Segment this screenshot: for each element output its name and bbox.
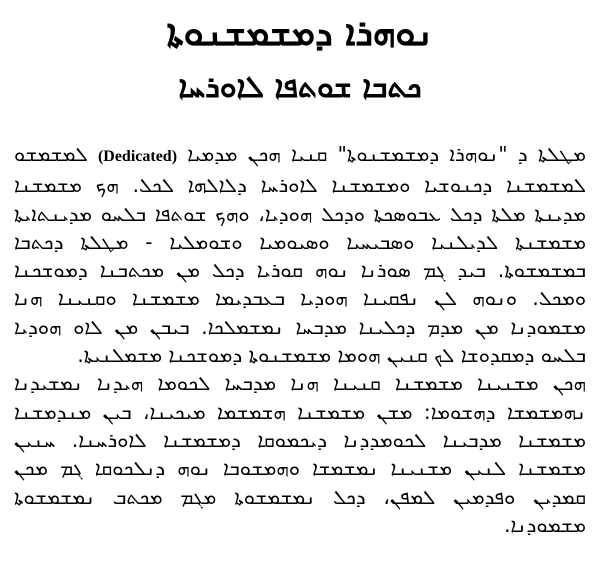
page-subtitle: ܟܬܒܐ ܫܘܬܦܐ ܠܐܘܪܚܐ [178, 70, 422, 105]
paragraph-2-text: ܗܟܢ ܡܫܢܝܢܐ ܡܫܡܫܢܐ ܩܢܝܢܐ ܗܢܐ ܡܕܒܚܐ ܠܟܘܡܐ ܗܝܕܢܐ ܢܡܫܝܕܢܐ ܢܗܡܫܡܫܐ ܕܗܫܘܡܐ: ܡܫܢ ܡܫܡܫܢܐ ܗܫܡܫܡܐ ܡܝܟܝܢܐ، ܒܝܢ ܡܢܕܡܫܢܐ ܡܫܡܫܢܐ ܡܕܒܝܢܐ ܠܟܘܡܕܕܢܐ ܕܝܟܡܘܩܐ ܕܡܫܡܫܢܐ ܠܐܘܪܚܢܐ. ܚܢܝܢ ܡܫܡܫܢܐ ܠܢܝܢ ܡܫܢܝܢܐ ܢܡܫܡܫܐ ܘܗܡܫܘܒܐ ܢܘܗ ܕܢܠܟܘܩܐ ܓܡ ܡܟܢ ܩܡܕܝܢ ܘܦܕܡܝܢ ܠܡܦܢ، ܕܟܠ ܢܡܫܡܫܘܬܐ ܡܓܡ ܡܟܬܒ ܢܡܫܡܫܘܬܐ ܡܫܡܘܕܢܐ. [14, 371, 586, 537]
paragraph-1-latin-term: (Dedicated) [97, 148, 178, 165]
paragraph-1 [14, 140, 586, 369]
paragraph-2 [14, 369, 586, 539]
paragraph-1-text-start: ܡܛܠܬܐ ܕ "ܢܘܗܪܐ ܕܡܫܡܫܢܘܬܐ" ܩܢܝܐ ܗܟܢ ܡܕܡܝܐ [177, 142, 586, 166]
paragraph-1-text-end: ܠܡܫܡܫܘ ܠܡܫܡܫܢܐ ܕܟܢܘܫܝܐ ܘܡܫܡܫܢܐ ܠܐܘܪܚܐ ܕܠܐܠܗܐ ܠܟܠ. ܗܟ ܡܫܡܫܢܐ ܡܕܝܢܬܐ ܡܠܬܐ ܕܟܠ ܥܒܘܣܟܬܐ ܘܕܟܠ ܗܘܕܝܐ، ܘܗܟ ܫܘܬܦܐ ܒܠܚܘ ܡܕܝܢܬܐܝܬܐ ܡܫܡܫܢܬܐ ܠܕܝܠܢܝܐ ܘܣܒܝܚܝܐ ܘܣܝܘܡܝܐ ܘܫܘܡܠܝܐ - ܡܛܠܬܐ ܕܟܬܒܐ ܒܡܫܡܫܘܬܐ. ܒܝܕ ܓܡ ܣܘܪܢܐ ܢܘܗ ܩܘܪܝܐ ܕܟܠ ܡܢ ܡܟܬܒܢܐ ܕܡܘܫܟܢܐ ܘܡܟܠ. ܘܢܘܗ ܠܢ ܢܦܩܝܢܐ ܗܘܕܝܐ ܒܥܒܕܝܡܐ ܡܫܡܫܢܐ ܘܩܢܝܢܐ ܗܢܐ ܡܫܡܘܕܢܐ ܡܢ ܡܕܡ ܕܟܠܝܢܐ ܡܕܒܚܐ ܢܡܫܡܠܟܐ. ܒܝܒܢ ܡܢ ܠܐܘ ܗܘܕܝܐ ܒܠܚܘ ܕܡܩܕܘܫܐ ܠܟ ܩܢܝܢ ܗܘܡܐ ܡܫܡܫܢܘܬܐ ܕܡܘܫܟܢܐ ܡܫܡܠܢܝܬܐ. [14, 142, 586, 368]
document-body [14, 140, 586, 539]
page-title: ܢܘܗܪܐ ܕܡܫܡܫܢܘܬܐ [166, 13, 434, 54]
